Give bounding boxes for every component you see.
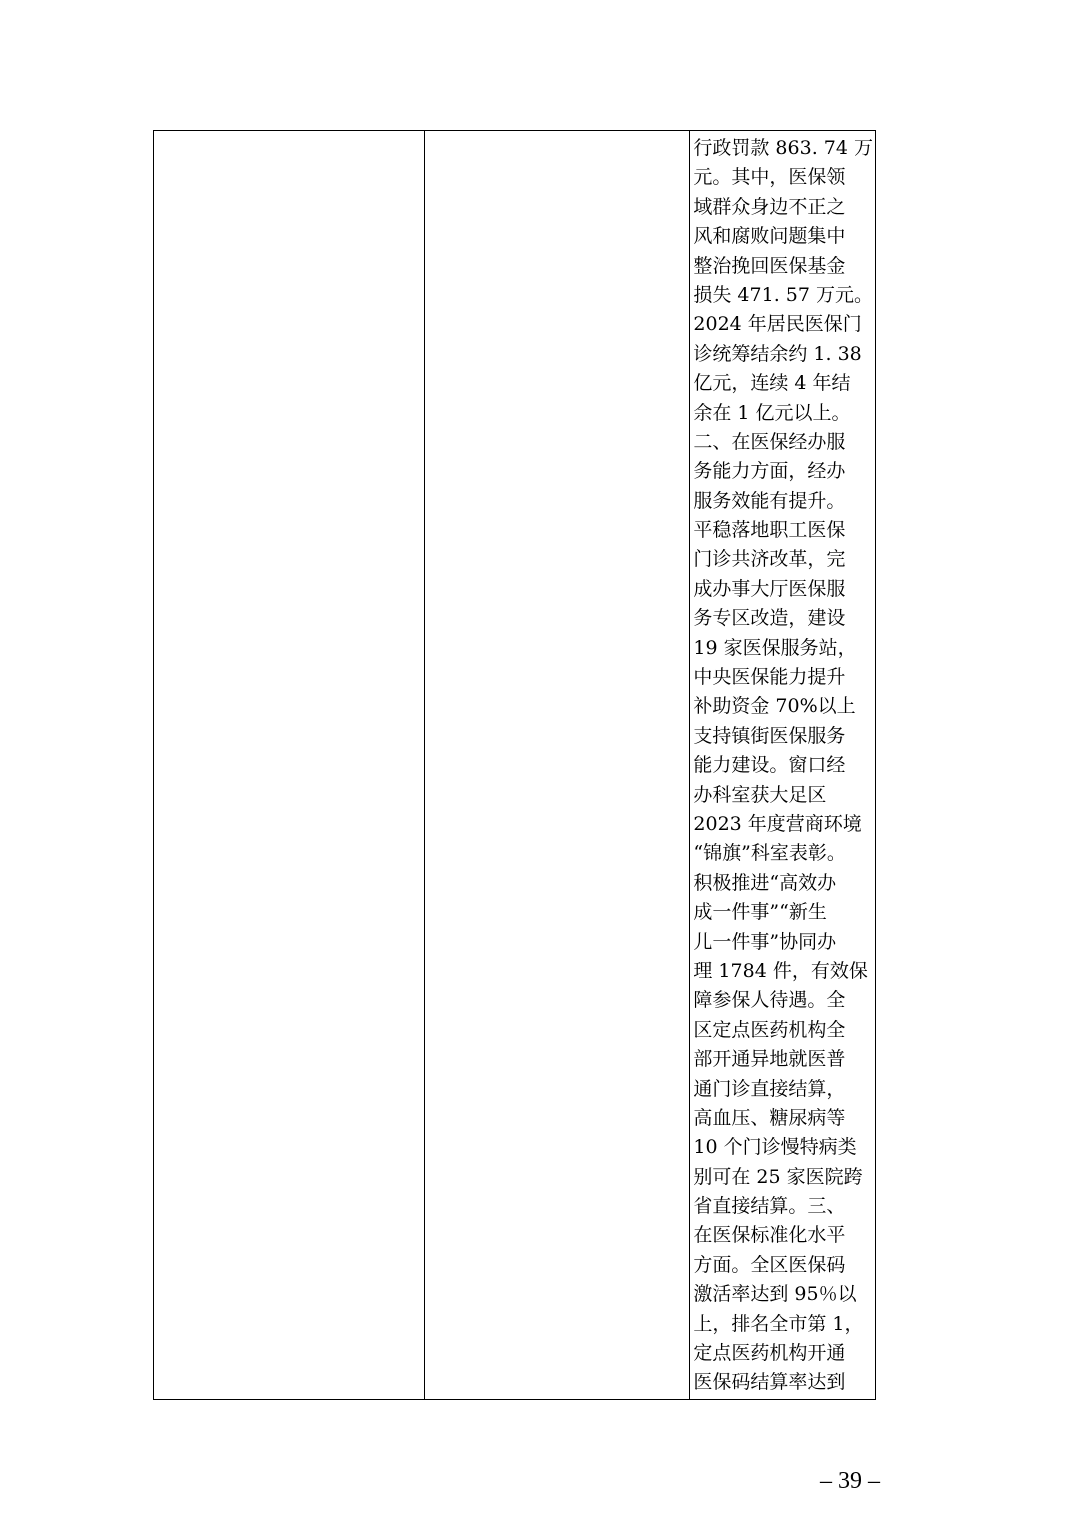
cell-text-line: 风和腐败问题集中 xyxy=(693,225,846,248)
cell-text-line: 积极推进“高效办 xyxy=(693,871,837,894)
page-number: – 39 – xyxy=(820,1468,880,1494)
cell-text-line: 方面。全区医保码 xyxy=(693,1253,846,1276)
table-cell-col-3 xyxy=(690,131,875,1399)
cell-text-line: 二、在医保经办服 xyxy=(693,430,846,453)
cell-text-line: 2024 年居民医保门 xyxy=(693,313,862,336)
cell-text-line: 服务效能有提升。 xyxy=(693,489,846,512)
cell-text-line: 在医保标准化水平 xyxy=(693,1224,846,1247)
cell-text-line: 成办事大厅医保服 xyxy=(693,577,846,600)
cell-text-line: 障参保人待遇。全 xyxy=(693,989,846,1012)
cell-text-line: 理 1784 件，有效保 xyxy=(693,959,868,982)
cell-text-line: 务专区改造，建设 xyxy=(693,607,846,630)
cell-text-line: 定点医药机构开通 xyxy=(693,1342,846,1365)
cell-text-line: 儿一件事”协同办 xyxy=(693,930,837,953)
cell-text-line: 务能力方面，经办 xyxy=(693,460,846,483)
cell-text-line: 省直接结算。三、 xyxy=(693,1195,846,1218)
cell-text-line: 诊统筹结余约 1. 38 xyxy=(693,342,862,365)
cell-text-line: 门诊共济改革，完 xyxy=(693,548,846,571)
cell-text-line: 上，排名全市第 1， xyxy=(693,1312,864,1335)
cell-text-line: 行政罚款 863. 74 万 xyxy=(693,137,873,159)
cell-text-line: 2023 年度营商环境 xyxy=(693,812,862,835)
cell-text-line: 高血压、糖尿病等 xyxy=(693,1106,846,1129)
cell-text-line: 医保码结算率达到 xyxy=(693,1371,846,1394)
cell-text-line: 整治挽回医保基金 xyxy=(693,254,846,277)
cell-text-line: 支持镇街医保服务 xyxy=(693,724,846,747)
cell-text-line: “锦旗”科室表彰。 xyxy=(693,842,846,865)
cell-text-line: 余在 1 亿元以上。 xyxy=(693,401,851,424)
cell-text-line: 平稳落地职工医保 xyxy=(693,519,846,542)
cell-text-line: 能力建设。窗口经 xyxy=(693,754,846,777)
table-cell-col-1 xyxy=(154,131,425,1399)
cell-text-line: 办科室获大足区 xyxy=(693,783,827,806)
cell-text-line: 区定点医药机构全 xyxy=(693,1018,846,1041)
cell-text-line: 损失 471. 57 万元。 xyxy=(693,283,873,306)
cell-text-line: 成一件事”“新生 xyxy=(693,901,827,924)
cell-text-line: 19 家医保服务站， xyxy=(693,636,857,659)
cell-text-line: 部开通异地就医普 xyxy=(693,1048,846,1071)
cell-text-line: 10 个门诊慢特病类 xyxy=(693,1136,857,1159)
cell-text-line: 别可在 25 家医院跨 xyxy=(693,1165,863,1188)
cell-text-line: 激活率达到 95％以 xyxy=(693,1283,857,1306)
cell-text-line: 亿元，连续 4 年结 xyxy=(693,372,851,395)
cell-text-line: 域群众身边不正之 xyxy=(693,195,846,218)
cell-text-line: 补助资金 70%以上 xyxy=(693,695,856,718)
cell-text-line: 中央医保能力提升 xyxy=(693,666,846,689)
table-cell-col-2 xyxy=(425,131,691,1399)
content-table xyxy=(153,130,876,1400)
cell-text-line: 元。其中，医保领 xyxy=(693,166,846,189)
cell-text-line: 通门诊直接结算， xyxy=(693,1077,846,1100)
